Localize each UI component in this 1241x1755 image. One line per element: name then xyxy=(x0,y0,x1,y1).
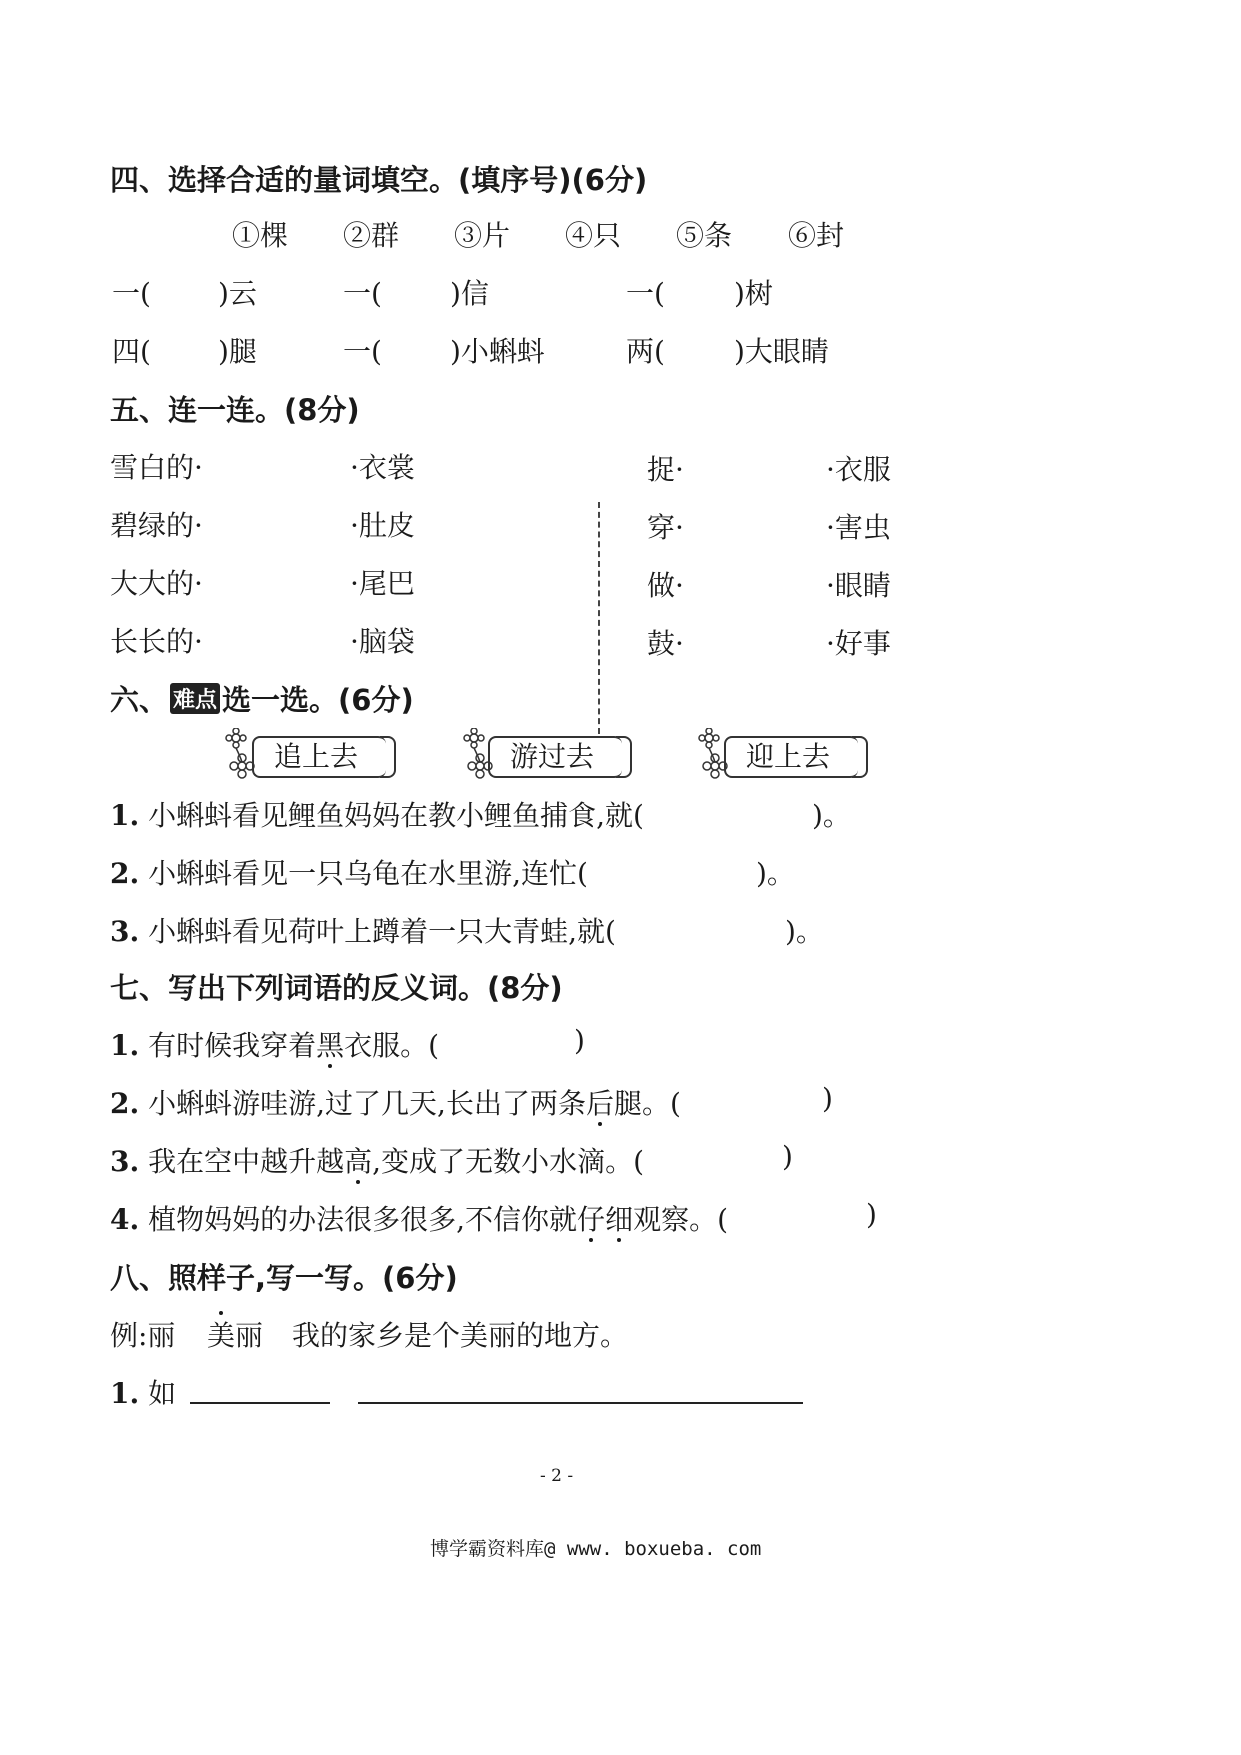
question-text: 植物妈妈的办法很多很多,不信你就 xyxy=(148,1203,578,1236)
blank-prefix: 一( xyxy=(626,277,665,310)
answer-line-sentence[interactable] xyxy=(358,1402,803,1404)
section6-title xyxy=(110,678,414,719)
blank-prefix: 一( xyxy=(343,277,382,310)
blank-suffix: )信 xyxy=(450,277,489,310)
match-left-target[interactable]: ·肚皮 xyxy=(350,509,415,542)
section6-title-suffix: 选一选。(6分) xyxy=(222,683,414,717)
example-word-char: 美 xyxy=(207,1319,236,1352)
question-7-1 xyxy=(110,1024,439,1064)
question-6-2 xyxy=(110,852,588,892)
question-7-3 xyxy=(110,1140,644,1180)
match-left-word[interactable]: 长长的· xyxy=(110,625,203,658)
question-text: 观察。( xyxy=(633,1203,729,1236)
match-left-target[interactable]: ·脑袋 xyxy=(350,625,415,658)
match-right-word[interactable]: 捉· xyxy=(647,453,684,486)
question-number: 1. xyxy=(110,1377,140,1410)
question-number: 3. xyxy=(110,1145,140,1178)
question-text: 衣服。( xyxy=(344,1029,440,1062)
page-number: - 2 - xyxy=(540,1466,574,1486)
question-6-1-end: )。 xyxy=(812,799,851,832)
section6-title-prefix: 六、 xyxy=(110,683,169,717)
word-option-1[interactable] xyxy=(252,736,386,778)
blank-suffix: )树 xyxy=(734,277,773,310)
word-option-label: 追上去 xyxy=(274,740,359,773)
question-text: 小蝌蚪游哇游,过了几天,长出了两条 xyxy=(148,1087,586,1120)
question-number: 2. xyxy=(110,1087,140,1120)
blank-suffix: )大眼睛 xyxy=(734,335,829,368)
question-7-4-end: ) xyxy=(866,1198,877,1231)
question-text: ,变成了无数小水滴。( xyxy=(372,1145,644,1178)
blank-prefix: 两( xyxy=(626,335,665,368)
question-6-1 xyxy=(110,794,644,834)
question-7-3-end: ) xyxy=(782,1140,793,1173)
option-1: ①棵 xyxy=(232,219,289,252)
match-right-word[interactable]: 穿· xyxy=(647,511,684,544)
match-right-target[interactable]: ·好事 xyxy=(826,627,891,660)
match-left-target[interactable]: ·衣裳 xyxy=(350,451,415,484)
match-right-target[interactable]: ·眼睛 xyxy=(826,569,891,602)
blank-prefix: 四( xyxy=(112,335,151,368)
section5-title: 五、连一连。(8分) xyxy=(110,393,360,427)
question-text: 小蝌蚪看见荷叶上蹲着一只大青蛙,就( xyxy=(148,915,616,948)
question-text: 我在空中越升越 xyxy=(148,1145,345,1178)
emphasized-word: 高 xyxy=(344,1145,373,1178)
word-option-label: 游过去 xyxy=(510,740,595,773)
blank-suffix: )云 xyxy=(218,277,257,310)
match-left-target[interactable]: ·尾巴 xyxy=(350,567,415,600)
match-left-word[interactable]: 雪白的· xyxy=(110,451,203,484)
blank-suffix: )腿 xyxy=(218,335,257,368)
option-3: ③片 xyxy=(454,219,511,252)
word-option-3[interactable] xyxy=(724,736,858,778)
match-right-word[interactable]: 做· xyxy=(647,569,684,602)
section7-title: 七、写出下列词语的反义词。(8分) xyxy=(110,971,563,1005)
match-left-word[interactable]: 碧绿的· xyxy=(110,509,203,542)
question-7-2 xyxy=(110,1082,681,1122)
example-word-char: 丽 xyxy=(235,1319,264,1352)
question-number: 1. xyxy=(110,799,140,832)
word-option-2[interactable] xyxy=(488,736,622,778)
question-number: 3. xyxy=(110,915,140,948)
example-sentence: 我的家乡是个美丽的地方。 xyxy=(292,1319,629,1352)
match-right-target[interactable]: ·害虫 xyxy=(826,511,891,544)
match-left-word[interactable]: 大大的· xyxy=(110,567,203,600)
question-number: 1. xyxy=(110,1029,140,1062)
option-2: ②群 xyxy=(343,219,400,252)
question-number: 2. xyxy=(110,857,140,890)
match-right-target[interactable]: ·衣服 xyxy=(826,453,891,486)
question-8-1 xyxy=(110,1372,176,1412)
question-6-2-end: )。 xyxy=(756,857,795,890)
section8-title: 八、照样子,写一写。(6分) xyxy=(110,1261,458,1295)
question-6-3-end: )。 xyxy=(785,915,824,948)
dashed-divider xyxy=(598,502,600,734)
answer-line-word[interactable] xyxy=(190,1402,330,1404)
example-label: 例:丽 xyxy=(110,1319,176,1352)
emphasized-word: 黑 xyxy=(316,1029,345,1062)
question-text: 腿。( xyxy=(613,1087,681,1120)
question-6-3 xyxy=(110,910,616,950)
question-char: 如 xyxy=(148,1377,177,1410)
match-right-word[interactable]: 鼓· xyxy=(647,627,684,660)
section4-title: 四、选择合适的量词填空。(填序号)(6分) xyxy=(110,163,648,197)
footer-watermark: 博学霸资料库@ www. boxueba. com xyxy=(430,1538,762,1560)
blank-prefix: 一( xyxy=(343,335,382,368)
question-7-2-end: ) xyxy=(822,1082,833,1115)
option-5: ⑤条 xyxy=(676,219,733,252)
emphasized-word: 后 xyxy=(585,1087,614,1120)
example-word xyxy=(207,1314,263,1354)
blank-prefix: 一( xyxy=(112,277,151,310)
difficulty-badge: 难点 xyxy=(170,683,220,714)
word-option-label: 迎上去 xyxy=(746,740,831,773)
question-text: 小蝌蚪看见鲤鱼妈妈在教小鲤鱼捕食,就( xyxy=(148,799,644,832)
blank-suffix: )小蝌蚪 xyxy=(450,335,545,368)
option-6: ⑥封 xyxy=(788,219,845,252)
question-number: 4. xyxy=(110,1203,140,1236)
question-text: 有时候我穿着 xyxy=(148,1029,317,1062)
question-text: 小蝌蚪看见一只乌龟在水里游,连忙( xyxy=(148,857,588,890)
emphasized-word: 仔 xyxy=(577,1203,606,1236)
question-7-1-end: ) xyxy=(574,1024,585,1057)
emphasized-word: 细 xyxy=(605,1203,634,1236)
question-7-4 xyxy=(110,1198,728,1238)
option-4: ④只 xyxy=(565,219,622,252)
